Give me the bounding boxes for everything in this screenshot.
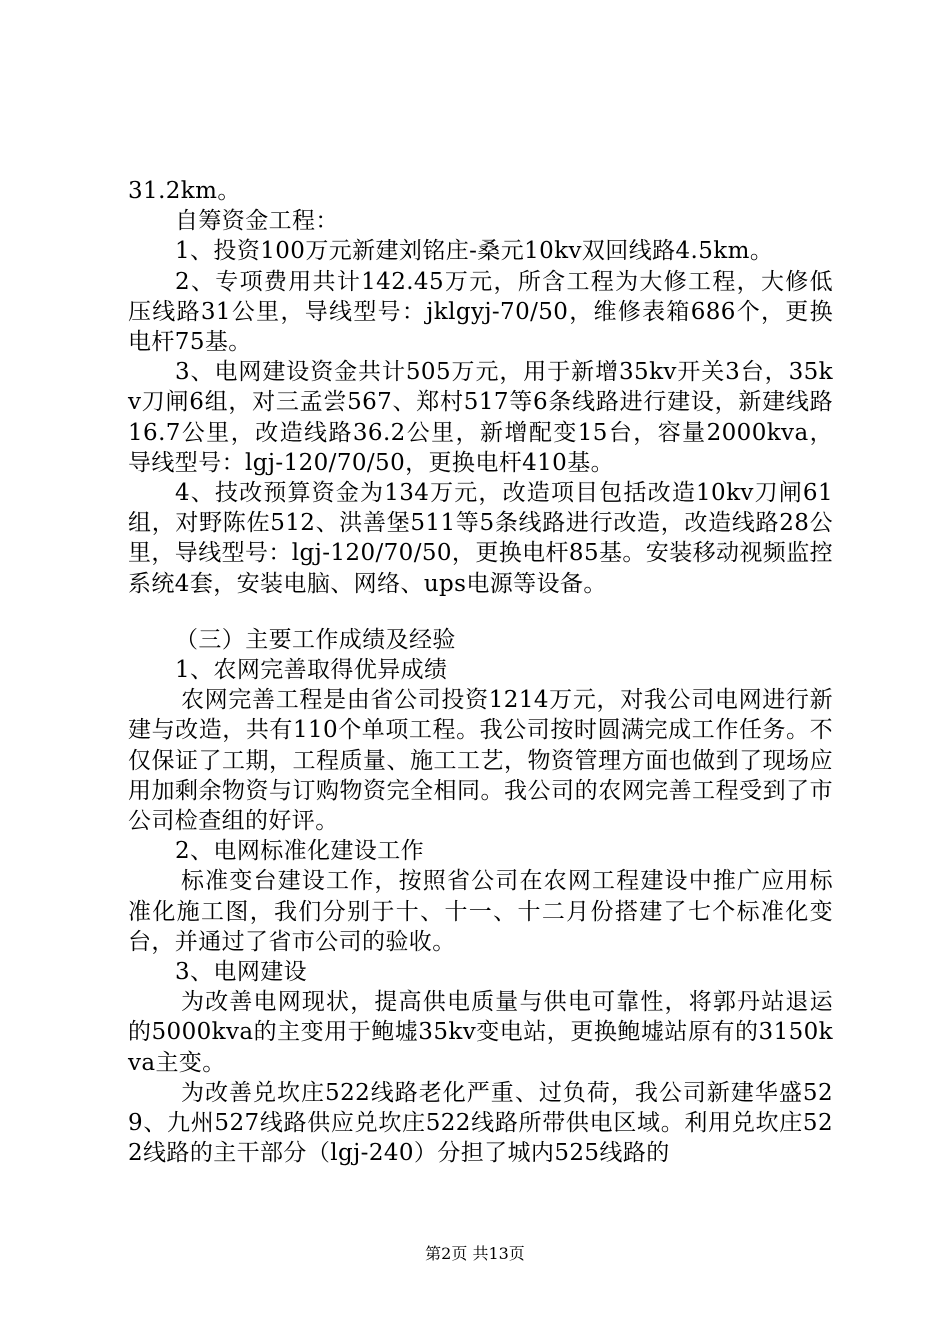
list-item-1: 1、投资100万元新建刘铭庄-桑元10kv双回线路4.5km。 [175,238,774,265]
paragraph-body-4: 为改善兑坎庄522线路老化严重、过负荷，我公司新建华盛529、九州527线路供应兑坎庄522线路所带供电区域。利用兑坎庄522线路的主干部分（lgj-240）分担了城内525线路的 [128,1079,833,1167]
section-heading: （三）主要工作成绩及经验 [175,626,456,653]
heading-self-funded-projects: 自筹资金工程： [175,208,339,235]
subheading-3: 3、电网建设 [175,959,308,986]
document-body [128,176,833,1169]
subheading-1: 1、农网完善取得优异成绩 [175,657,448,684]
paragraph-continuation: 31.2km。 [128,178,241,204]
list-item-3: 3、电网建设资金共计505万元，用于新增35kv开关3台，35kv刀闸6组，对三孟尝567、郑村517等6条线路进行建设，新建线路16.7公里，改造线路36.2公里，新增配变15台，容量2000kva，导线型号：lgj-120/70/50，更换电杆410基。 [128,359,833,476]
list-item-2: 2、专项费用共计142.45万元，所含工程为大修工程，大修低压线路31公里，导线型号：jklgyj-70/50，维修表箱686个，更换电杆75基。 [128,268,833,356]
paragraph-body-2: 标准变台建设工作，按照省公司在农网工程建设中推广应用标准化施工图，我们分别于十、十一、十二月份搭建了七个标准化变台，并通过了省市公司的验收。 [128,868,833,955]
paragraph-body-1: 农网完善工程是由省公司投资1214万元，对我公司电网进行新建与改造，共有110个单项工程。我公司按时圆满完成工作任务。不仅保证了工期，工程质量、施工工艺，物资管理方面也做到了现场应用加剩余物资与订购物资完全相同。我公司的农网完善工程受到了市公司检查组的好评。 [128,687,833,835]
paragraph-gap [128,599,833,625]
page-number-footer: 第2页 共13页 [425,1244,525,1263]
list-item-4: 4、技改预算资金为134万元，改造项目包括改造10kv刀闸61组，对野陈佐512、洪善堡511等5条线路进行改造，改造线路28公里，导线型号：lgj-120/70/50，更换电杆85基。安装移动视频监控系统4套，安装电脑、网络、ups电源等设备。 [128,480,833,597]
subheading-2: 2、电网标准化建设工作 [175,838,425,865]
paragraph-body-3: 为改善电网现状，提高供电质量与供电可靠性，将郭丹站退运的5000kva的主变用于鲍墟35kv变电站，更换鲍墟站原有的3150kva主变。 [128,989,833,1076]
